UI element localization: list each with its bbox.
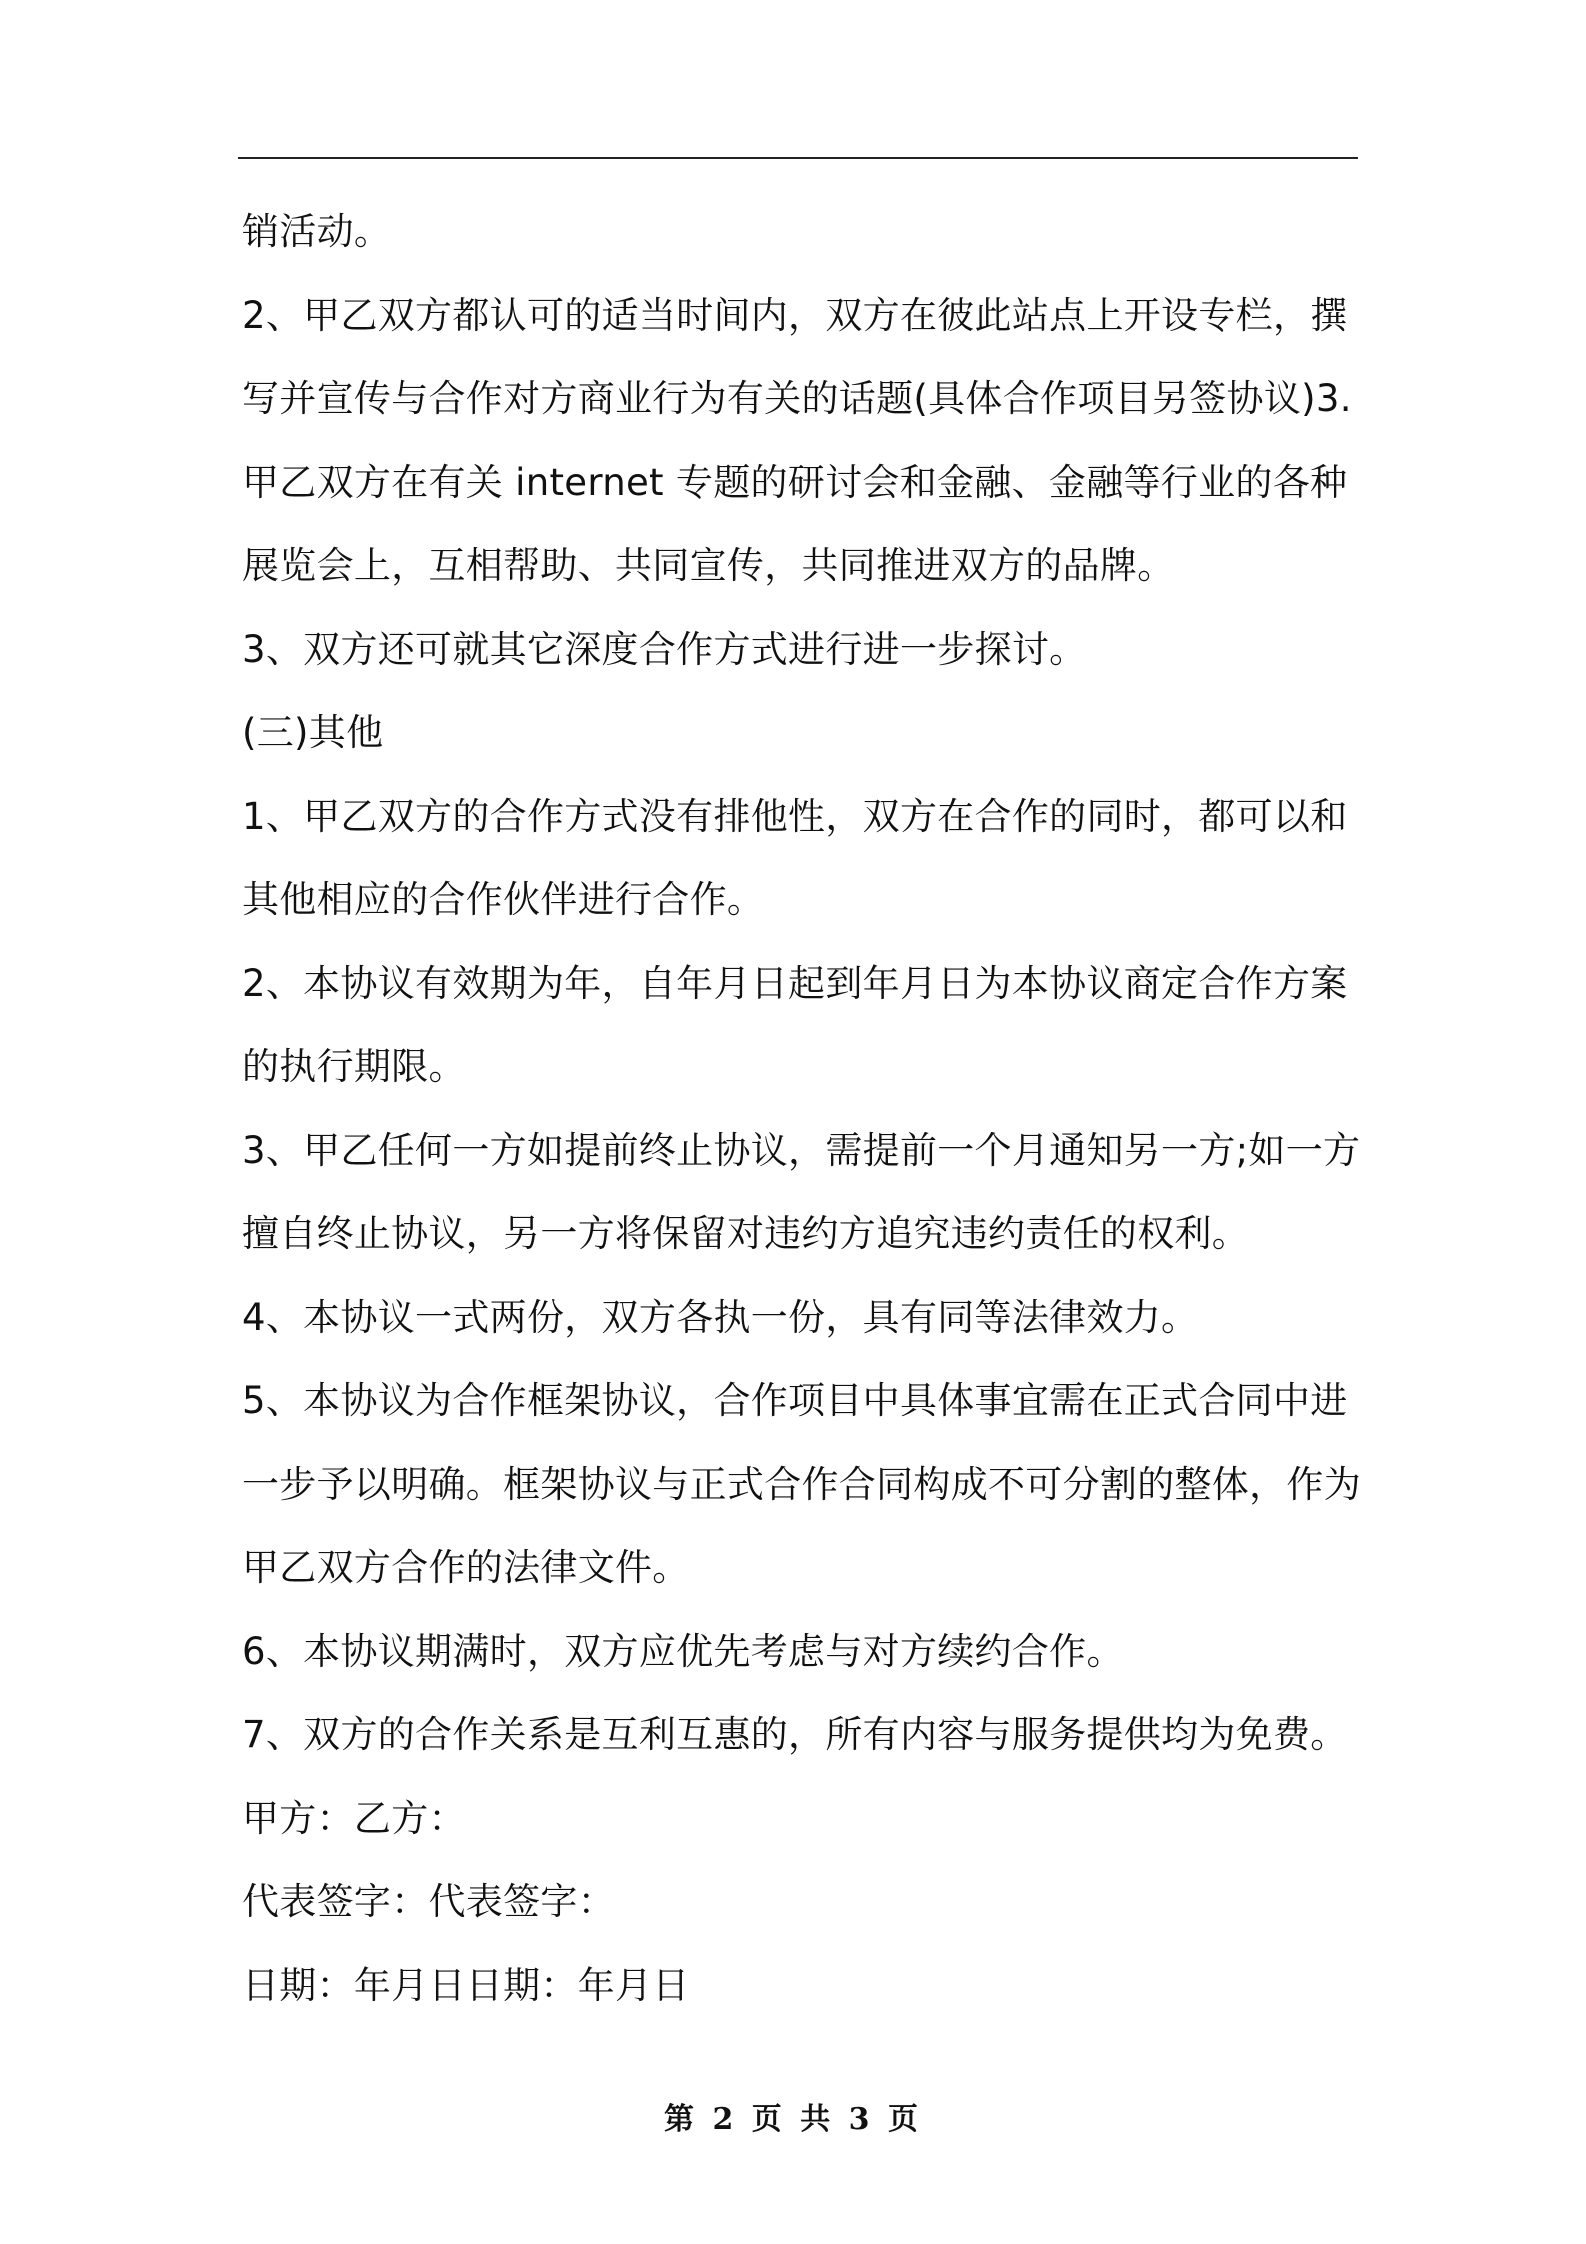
text-line: 甲乙双方在有关 internet 专题的研讨会和金融、金融等行业的各种 [242,460,1348,504]
party-line: 甲方：乙方： [242,1796,466,1840]
text-line: 的执行期限。 [242,1045,466,1088]
text-line: 3、甲乙任何一方如提前终止协议，需提前一个月通知另一方;如一方 [242,1128,1361,1172]
text-line: 一步予以明确。框架协议与正式合作合同构成不可分割的整体，作为 [242,1462,1361,1506]
signature-line: 代表签字：代表签字： [242,1880,615,1923]
text-line: 销活动。 [242,210,392,253]
text-line: 5、本协议为合作框架协议，合作项目中具体事宜需在正式合同中进 [242,1379,1348,1422]
text-line: 展览会上，互相帮助、共同宣传，共同推进双方的品牌。 [242,544,1175,587]
text-line: 4、本协议一式两份，双方各执一份，具有同等法律效力。 [242,1295,1199,1339]
document-body [242,190,1361,2027]
text-line: 其他相应的合作伙伴进行合作。 [242,878,765,921]
header-rule [238,157,1358,159]
section-heading: (三)其他 [242,711,384,754]
text-line: 写并宣传与合作对方商业行为有关的话题(具体合作项目另签协议)3. [242,377,1352,420]
text-line: 3、双方还可就其它深度合作方式进行进一步探讨。 [242,627,1087,671]
text-line: 擅自终止协议，另一方将保留对违约方追究违约责任的权利。 [242,1212,1250,1255]
text-line: 1、甲乙双方的合作方式没有排他性，双方在合作的同时，都可以和 [242,794,1348,838]
text-line: 2、甲乙双方都认可的适当时间内，双方在彼此站点上开设专栏，撰 [242,293,1348,337]
text-line: 甲乙双方合作的法律文件。 [242,1546,690,1589]
text-line: 2、本协议有效期为年，自年月日起到年月日为本协议商定合作方案 [242,961,1348,1005]
page-number: 第 2 页 共 3 页 [664,2102,922,2137]
date-line: 日期：年月日日期：年月日 [242,1963,690,2007]
text-line: 6、本协议期满时，双方应优先考虑与对方续约合作。 [242,1629,1124,1673]
text-line: 7、双方的合作关系是互利互惠的，所有内容与服务提供均为免费。 [242,1713,1348,1756]
